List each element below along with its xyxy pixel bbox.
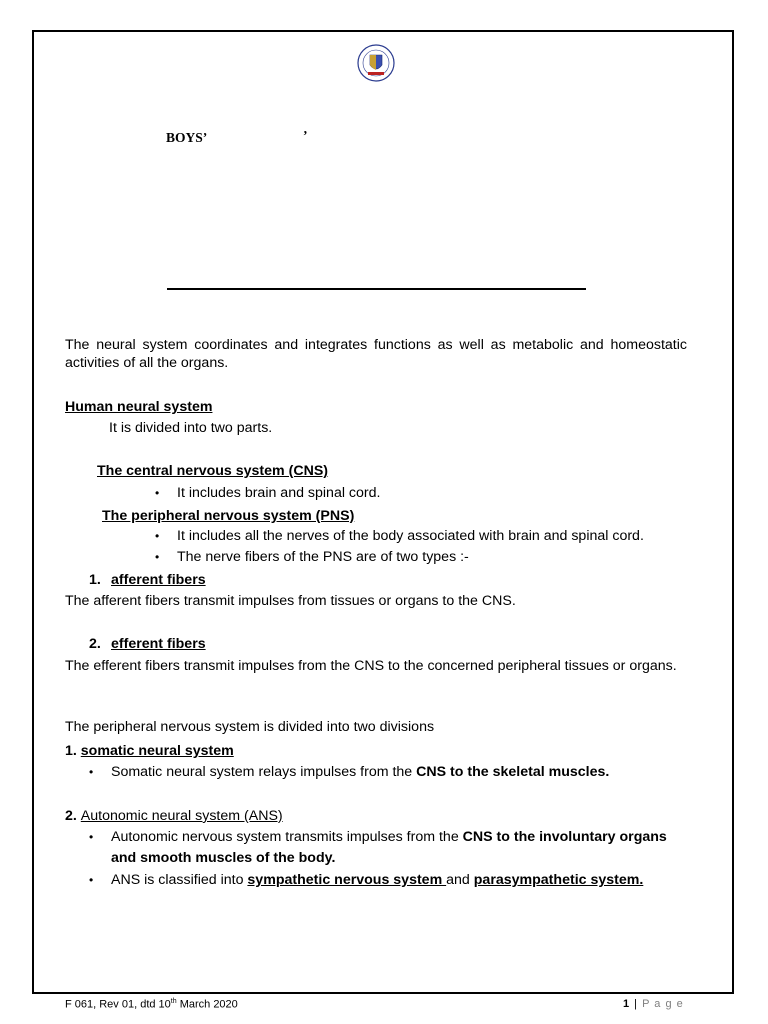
footer-superscript: th — [170, 998, 177, 1005]
footer-form-code — [65, 998, 238, 1011]
pns-bullet-1: It includes all the nerves of the body associated with brain and spinal cord. — [177, 528, 644, 544]
autonomic-bullet-2-mid: and — [446, 872, 474, 888]
bullet-dot: • — [89, 873, 94, 887]
heading-apostrophe: ’ — [303, 128, 308, 143]
bullet-dot: • — [155, 550, 160, 564]
somatic-number: 1. — [65, 743, 81, 759]
school-crest-logo — [351, 43, 401, 83]
cns-bullet-1: It includes brain and spinal cord. — [177, 485, 381, 501]
parasympathetic-system-term: parasympathetic system. — [473, 872, 644, 888]
sympathetic-system-term: sympathetic nervous system — [247, 872, 447, 888]
autonomic-heading — [65, 807, 283, 825]
cns-title: The central nervous system (CNS) — [97, 463, 329, 479]
page-label: P a g e — [642, 998, 684, 1010]
afferent-text: The afferent fibers transmit impulses from tissues or organs to the CNS. — [65, 593, 516, 609]
autonomic-bullet-1-bold-b: and smooth muscles of the body. — [111, 850, 336, 866]
footer-form-code-text: F 061, Rev 01, dtd 10 — [65, 998, 171, 1011]
page-separator: | — [630, 998, 643, 1010]
pns-title: The peripheral nervous system (PNS) — [102, 508, 355, 524]
afferent-title: afferent fibers — [111, 572, 206, 588]
autonomic-bullet-1-text: Autonomic nervous system transmits impulses from the — [111, 829, 463, 845]
autonomic-bullet-1-bold-a: CNS to the involuntary organs — [462, 829, 667, 845]
somatic-title: somatic neural system — [80, 743, 234, 759]
bullet-dot: • — [89, 830, 94, 844]
footer-page-indicator — [623, 998, 684, 1010]
autonomic-bullet-1-line-1 — [111, 828, 667, 846]
efferent-title: efferent fibers — [111, 636, 206, 652]
somatic-heading — [65, 742, 234, 760]
autonomic-bullet-2 — [111, 871, 643, 889]
heading-word: BOYS’ — [166, 130, 208, 145]
afferent-number: 1. — [89, 572, 101, 588]
somatic-bullet-bold: CNS to the skeletal muscles. — [416, 764, 610, 780]
efferent-text: The efferent fibers transmit impulses from the CNS to the concerned peripheral tissues or organs. — [65, 658, 677, 674]
divisions-intro: The peripheral nervous system is divided into two divisions — [65, 719, 435, 735]
autonomic-number: 2. — [65, 808, 81, 824]
page-number: 1 — [623, 998, 631, 1010]
somatic-bullet-text: Somatic neural system relays impulses from the — [111, 764, 417, 780]
section-text-two-parts: It is divided into two parts. — [109, 420, 273, 436]
title-underline-rule — [167, 288, 586, 290]
bullet-dot: • — [155, 529, 160, 543]
pns-bullet-2: The nerve fibers of the PNS are of two types :- — [177, 549, 469, 565]
section-title-human-neural-system: Human neural system — [65, 399, 213, 415]
efferent-number: 2. — [89, 636, 101, 652]
autonomic-title: Autonomic neural system (ANS) — [80, 808, 283, 824]
autonomic-bullet-2-text: ANS is classified into — [111, 872, 248, 888]
footer-date-rest: March 2020 — [176, 998, 238, 1011]
bullet-dot: • — [89, 765, 94, 779]
intro-paragraph: The neural system coordinates and integrates functions as well as metabolic and homeostatic activities of all the organs. — [65, 337, 687, 371]
somatic-bullet — [111, 763, 609, 781]
bullet-dot: • — [155, 486, 160, 500]
